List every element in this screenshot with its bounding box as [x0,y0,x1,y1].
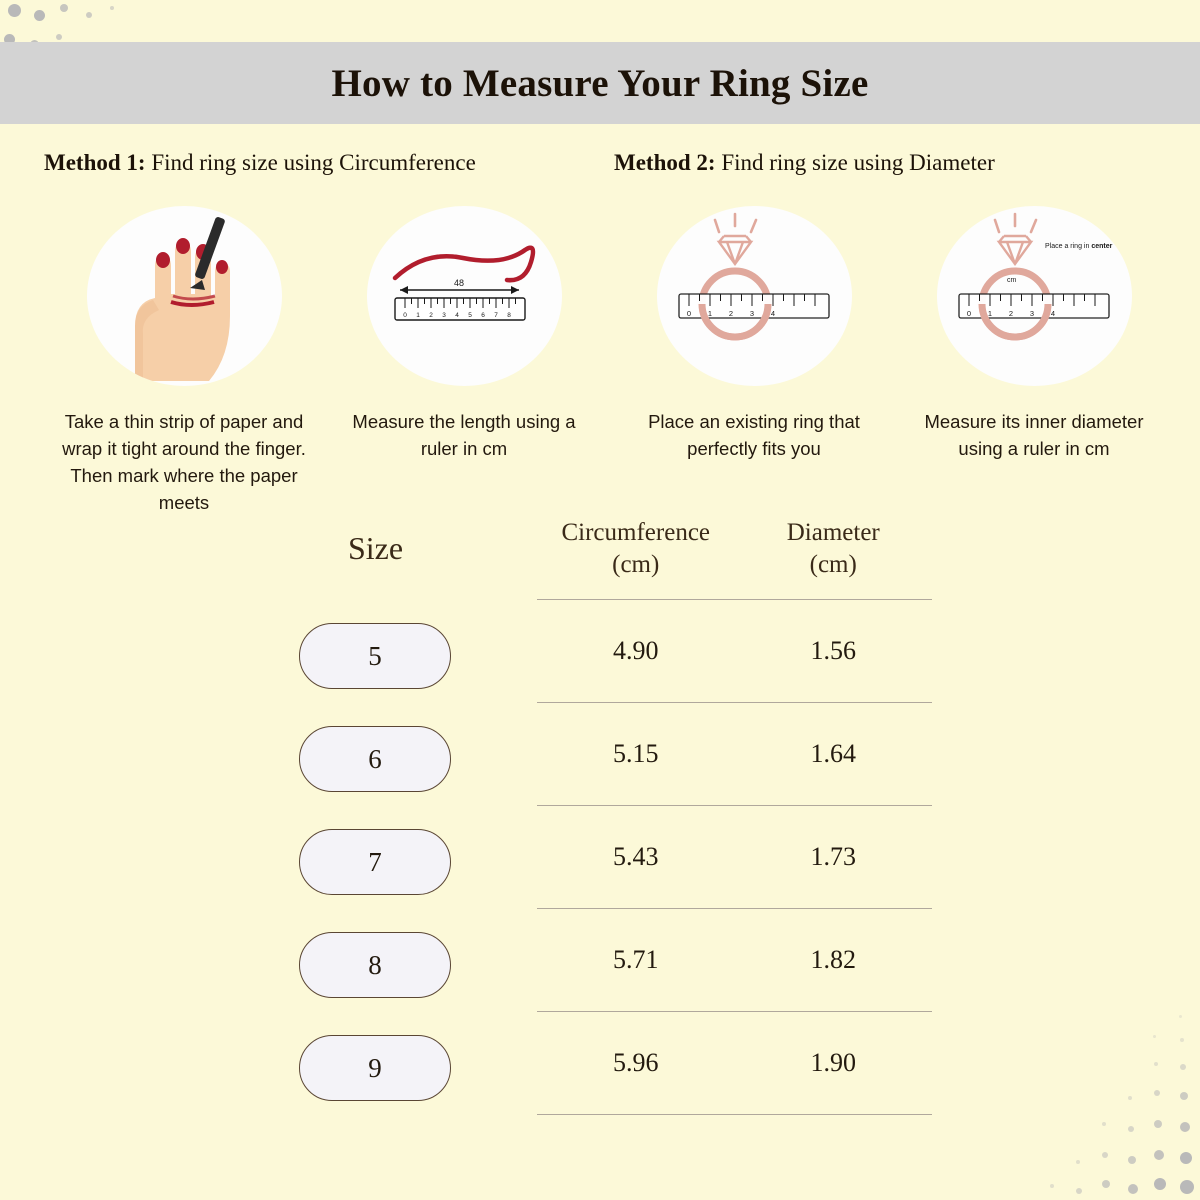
cell-diameter: 1.64 [810,739,856,768]
measurements-table [537,517,932,1115]
svg-text:48: 48 [453,278,464,288]
svg-text:Place a ring in center: Place a ring in center [1044,243,1112,250]
table-size-header: Size [347,530,404,566]
table-header-row [537,517,932,581]
method-1-step-1-caption: Take a thin strip of paper and wrap it tight around the finger. Then mark where the paper meets [62,411,306,513]
svg-text:1: 1 [707,309,712,318]
page-title: How to Measure Your Ring Size [331,61,869,105]
table-row [537,806,932,908]
svg-text:0: 0 [686,309,691,318]
svg-text:8: 8 [506,312,511,319]
ruler-with-string-icon [367,206,562,386]
svg-text:1: 1 [415,312,420,319]
svg-text:2: 2 [728,309,733,318]
column-header-circumference: Circumference (cm) [561,519,711,578]
cell-circumference: 4.90 [613,636,659,665]
svg-text:cm: cm [1006,277,1016,284]
svg-text:4: 4 [1050,309,1055,318]
cell-diameter: 1.56 [810,636,856,665]
table-row [537,909,932,1011]
cell-diameter: 1.73 [810,842,856,871]
method-2-step-1 [614,206,894,462]
table-row [537,600,932,702]
size-pill[interactable]: 7 [299,829,451,895]
method-2-step-2 [894,206,1174,462]
cell-circumference: 5.96 [613,1048,659,1077]
svg-text:3: 3 [1029,309,1034,318]
method-2-heading [614,150,1174,176]
svg-text:3: 3 [441,312,446,319]
method-2 [614,150,1174,462]
column-header-diameter: Diameter (cm) [786,519,880,578]
svg-text:4: 4 [454,312,459,319]
svg-text:2: 2 [428,312,433,319]
size-pill[interactable]: 9 [299,1035,451,1101]
table-row [537,1012,932,1114]
method-1-heading [44,150,604,176]
size-pill[interactable]: 5 [299,623,451,689]
page-header-band [0,42,1200,124]
cell-diameter: 1.82 [810,945,856,974]
svg-text:4: 4 [770,309,775,318]
method-2-label: Method 2: [614,150,716,175]
table-divider [537,1114,932,1115]
ring-on-ruler-icon [657,206,852,386]
method-1-step-1 [44,206,324,516]
cell-circumference: 5.71 [613,945,659,974]
method-1-step-2 [324,206,604,516]
method-1 [44,150,604,516]
method-2-step-1-caption: Place an existing ring that perfectly fits you [648,411,860,459]
size-pill-list [285,623,465,1138]
method-1-text: Find ring size using Circumference [145,150,476,175]
method-1-label: Method 1: [44,150,146,175]
method-2-text: Find ring size using Diameter [715,150,995,175]
cell-circumference: 5.15 [613,739,659,768]
method-2-step-2-caption: Measure its inner diameter using a ruler in cm [924,411,1144,459]
svg-text:7: 7 [493,312,498,319]
svg-text:6: 6 [480,312,485,319]
cell-circumference: 5.43 [613,842,659,871]
cell-diameter: 1.90 [810,1048,856,1077]
size-pill[interactable]: 8 [299,932,451,998]
decorative-dots-bottom-right [1010,1000,1200,1200]
hand-with-paper-strip-icon [87,206,282,386]
svg-text:0: 0 [402,312,407,319]
svg-text:1: 1 [987,309,992,318]
size-pill[interactable]: 6 [299,726,451,792]
svg-text:0: 0 [966,309,971,318]
table-row [537,703,932,805]
method-1-step-2-caption: Measure the length using a ruler in cm [352,411,576,459]
svg-text:2: 2 [1008,309,1013,318]
ring-inner-diameter-icon [937,206,1132,386]
svg-text:3: 3 [749,309,754,318]
svg-text:5: 5 [467,312,472,319]
